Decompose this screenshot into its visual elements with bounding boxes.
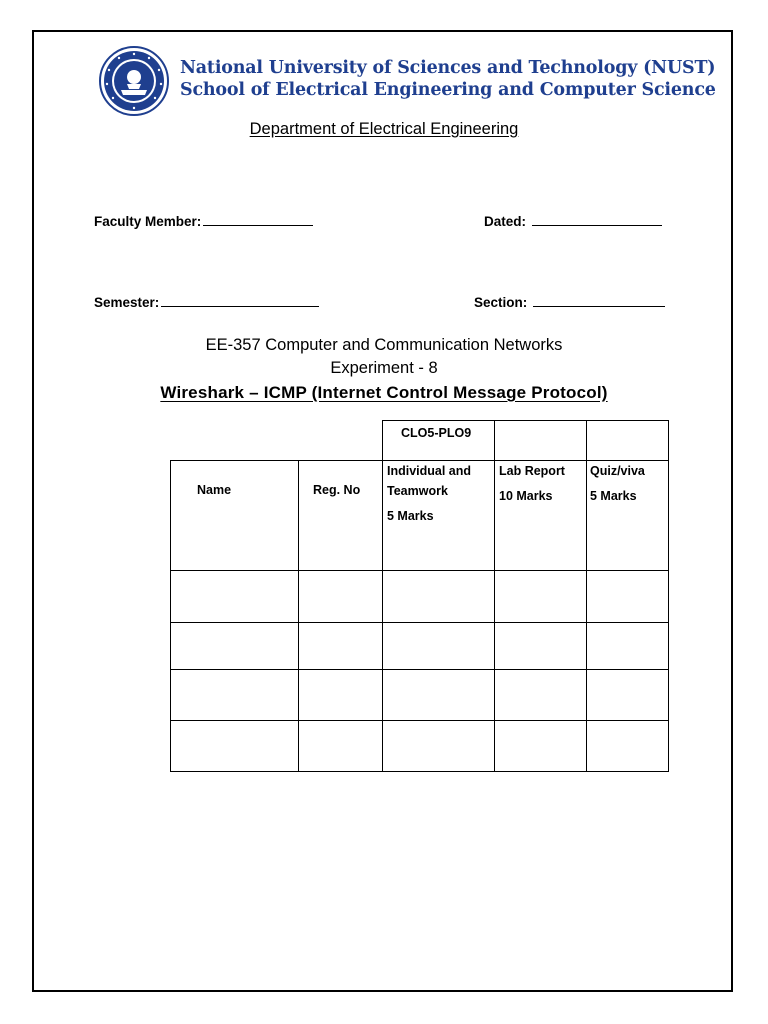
university-header — [180, 57, 716, 101]
faculty-member-blank[interactable] — [203, 213, 313, 226]
university-name: National University of Sciences and Technology (NUST) — [180, 58, 716, 78]
reg-no-cell[interactable] — [298, 720, 383, 772]
quiz-header — [586, 460, 669, 571]
name-cell[interactable] — [170, 669, 299, 721]
individual-header — [382, 460, 495, 571]
department-name: Department of Electrical Engineering — [249, 120, 519, 138]
quiz-cell[interactable] — [586, 669, 669, 721]
faculty-member-field — [94, 213, 313, 229]
quiz-cell[interactable] — [586, 622, 669, 670]
name-cell[interactable] — [170, 622, 299, 670]
semester-label: Semester: — [94, 295, 160, 310]
lab-title — [0, 383, 768, 403]
quiz-marks: 5 Marks — [590, 489, 637, 503]
lab-report-cell[interactable] — [494, 720, 587, 772]
individual-cell[interactable] — [382, 720, 495, 772]
reg-no-cell[interactable] — [298, 622, 383, 670]
lab-report-cell[interactable] — [494, 669, 587, 721]
name-cell[interactable] — [170, 570, 299, 623]
reg-no-cell[interactable] — [298, 570, 383, 623]
dated-field — [484, 213, 662, 229]
name-cell[interactable] — [170, 720, 299, 772]
nust-seal-icon — [99, 46, 169, 116]
department-heading — [0, 120, 768, 139]
clo-cell — [382, 420, 495, 461]
clo-empty-cell-1 — [494, 420, 587, 461]
reg-no-cell[interactable] — [298, 669, 383, 721]
name-header — [170, 460, 299, 571]
reg-no-header-label: Reg. No — [313, 483, 361, 497]
lab-report-marks: 10 Marks — [499, 489, 553, 503]
quiz-cell[interactable] — [586, 720, 669, 772]
school-name: School of Electrical Engineering and Computer Science — [180, 80, 716, 100]
course-title: EE-357 Computer and Communication Networks — [205, 336, 563, 354]
individual-cell[interactable] — [382, 622, 495, 670]
name-header-label: Name — [197, 483, 232, 497]
dated-blank[interactable] — [532, 213, 662, 226]
individual-marks: 5 Marks — [387, 509, 434, 523]
individual-cell[interactable] — [382, 570, 495, 623]
section-blank[interactable] — [533, 294, 665, 307]
individual-header-line2: Teamwork — [387, 484, 448, 498]
section-field — [474, 294, 665, 310]
individual-header-line1: Individual and — [387, 464, 472, 478]
quiz-cell[interactable] — [586, 570, 669, 623]
dated-label: Dated: — [484, 214, 527, 229]
lab-report-header — [494, 460, 587, 571]
quiz-header-label: Quiz/viva — [590, 464, 645, 478]
lab-report-cell[interactable] — [494, 622, 587, 670]
semester-blank[interactable] — [161, 294, 319, 307]
individual-cell[interactable] — [382, 669, 495, 721]
experiment-number: Experiment - 8 — [330, 359, 438, 377]
semester-field — [94, 294, 319, 310]
lab-report-cell[interactable] — [494, 570, 587, 623]
clo-label: CLO5-PLO9 — [401, 426, 472, 440]
reg-no-header — [298, 460, 383, 571]
clo-empty-cell-2 — [586, 420, 669, 461]
section-label: Section: — [474, 295, 528, 310]
faculty-member-label: Faculty Member: — [94, 214, 202, 229]
lab-title-text: Wireshark – ICMP (Internet Control Message Protocol) — [160, 383, 608, 402]
lab-report-header-label: Lab Report — [499, 464, 565, 478]
